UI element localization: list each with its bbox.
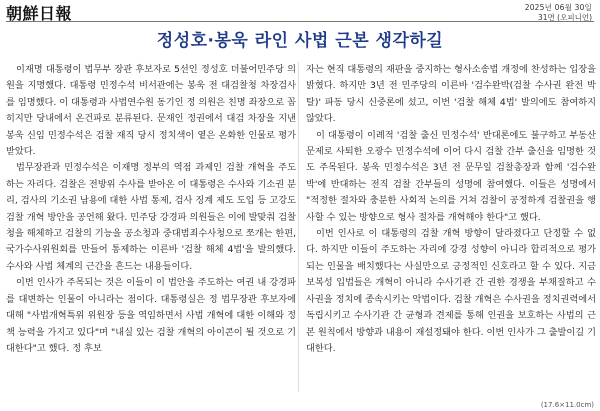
article-paragraph: 법무장관과 민정수석은 이재명 정부의 역점 과제인 검찰 개혁을 주도하는 자리다. 검찰은 전방위 수사를 받아온 이 대통령은 수사와 기소권 분리, 검사의 기소권 남용에 대한 사법 통제, 검사 징계 제도 도입 등 고강도 검찰 개혁 방안을 공언해 왔다. 민주당 강경파 의원들은 이에 발맞춰 검찰청을 해체하고 검찰의 기능을 공소청과 중대범죄수사청으로 쪼개는 한편, 국가수사위원회를 만들어 통제하는 이른바 '검찰 해체 4법'을 발의했다. 수사와 사법 체계의 근간을 흔드는 내용들이다.: [6, 162, 296, 272]
article-size-note: (17.6×11.0cm): [540, 401, 594, 409]
column-divider: [298, 62, 299, 392]
page-info: 31면 (오피니언): [537, 13, 592, 22]
publication-date: 2025년 06월 30일: [524, 3, 592, 12]
article-paragraph: 이번 인사로 이 대통령의 검찰 개혁 방향이 달라졌다고 단정할 수 없다. 하지만 이들이 주도하는 자리에 강경 성향이 아니라 합리적으로 평가되는 인물을 배치했다는 사실만으로 긍정적인 신호라고 할 수 있다. 지금 보복성 입법들은 개혁이 아니라 수사기관 간 권한 경쟁을 부채질하고 수사권을 정치에 종속시키는 악법이다. 검찰 개혁은 수사권을 정치권력에서 독립시키고 수사기관 간 균형과 견제를 통해 인권을 보호하는 사법의 근본 원칙에서 방향과 내용이 재설정돼야 한다. 이번 인사가 그 출발이길 기대한다.: [306, 228, 596, 354]
newspaper-logo: 朝鮮日報: [6, 4, 73, 23]
article-paragraph: 이 대통령이 이례적 '검찰 출신 민정수석' 반대론에도 불구하고 부동산 문제로 사퇴한 오광수 민정수석에 이어 다시 검찰 간부 출신을 임명한 것도 주목된다. 봉욱 민정수석은 3년 전 문무일 검찰총장과 함께 '검수완박'에 반대하는 전직 검찰 간부들의 성명에 참여했다. 이들은 성명에서 "적정한 절차와 충분한 사회적 논의를 거쳐 검찰이 공정하게 검찰권을 행사할 수 있는 방향으로 형사 절차를 개혁해야 한다"고 했다.: [306, 129, 596, 223]
article-paragraph: 이번 인사가 주목되는 것은 이들이 이 법안을 주도하는 여권 내 강경파를 대변하는 인물이 아니라는 점이다. 대통령실은 정 법무장관 후보자에 대해 "사법개혁특위 위원장 등을 역임하면서 사법 개혁에 대한 이해와 정책 능력을 가지고 있다"며 "내실 있는 검찰 개혁의 아이콘이 될 것으로 기대한다"고 했다. 정 후보: [6, 277, 296, 354]
masthead-rule: [6, 21, 594, 22]
article-column-left: [6, 62, 296, 357]
article-headline: 정성호·봉욱 라인 사법 근본 생각하길: [156, 31, 444, 51]
masthead: [0, 0, 600, 23]
article-paragraph: 이재명 대통령이 법무부 장관 후보자로 5선인 정성호 더불어민주당 의원을 지명했다. 대통령 민정수석 비서관에는 봉욱 전 대검찰청 차장검사를 임명했다. 이 대통령과 사법연수원 동기인 정 의원은 친명 좌장으로 꼽히지만 당내에서 온건파로 분류된다. 문재인 정권에서 대검 차장을 지낸 봉욱 신임 민정수석은 검찰 재직 당시 정치색이 옅은 온화한 인물로 평가받았다.: [6, 64, 296, 158]
article-column-right: [306, 62, 596, 357]
article-paragraph: 자는 현직 대통령의 재판을 중지하는 형사소송법 개정에 찬성하는 입장을 밝혔다. 하지만 3년 전 민주당의 이른바 '검수완박(검찰 수사권 완전 박탈)' 파동 당시 신중론에 섰고, 이번 '검찰 해체 4법' 발의에도 참여하지 않았다.: [306, 64, 596, 125]
